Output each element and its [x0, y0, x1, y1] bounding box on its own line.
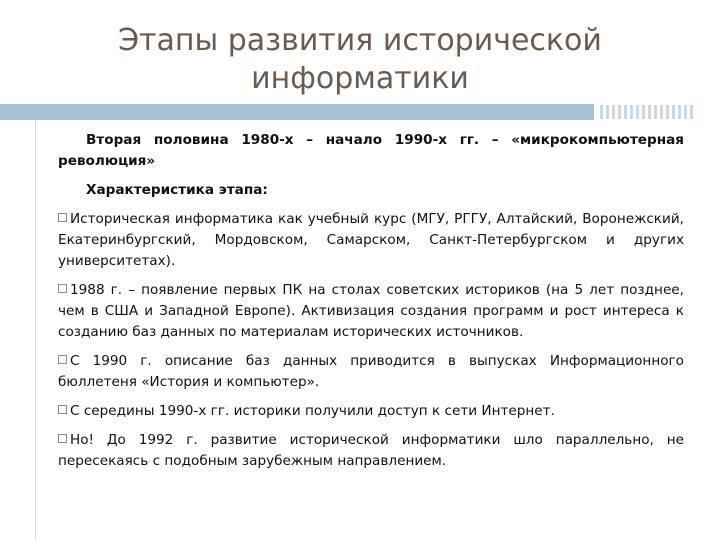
title-underline-tick [672, 105, 675, 119]
title-underline-tick [618, 105, 621, 119]
slide-title: Этапы развития исторической информатики [118, 23, 602, 96]
list-item-text: С 1990 г. описание баз данных приводится в выпусках Информационного бюллетеня «История и компьютер». [58, 353, 684, 390]
title-underline-tick [648, 105, 651, 119]
list-item [58, 280, 684, 343]
left-margin-line [35, 120, 36, 540]
title-underline-bar [0, 104, 720, 120]
title-underline-tick [678, 105, 681, 119]
period-heading-text: Вторая половина 1980-х – начало 1990-х гг. – «микрокомпьютерная революция» [58, 132, 684, 169]
title-underline-tick [684, 105, 687, 119]
square-bullet-icon [58, 355, 67, 364]
title-underline-tick [654, 105, 657, 119]
slide-body [58, 130, 684, 480]
list-item-text: 1988 г. – появление первых ПК на столах советских историков (на 5 лет позднее, чем в США и Западной Европе). Активизация создания программ и рост интереса к созданию баз данных по материалам исторических источников. [58, 282, 684, 340]
period-heading [58, 130, 684, 172]
title-underline-tick [600, 105, 603, 119]
title-underline-tick [630, 105, 633, 119]
title-underline-tick [624, 105, 627, 119]
list-item-text: Но! До 1992 г. развитие исторической информатики шло параллельно, не пересекаясь с подобным зарубежным направлением. [58, 432, 684, 469]
title-underline-tick [612, 105, 615, 119]
title-underline-tick [690, 105, 693, 119]
characteristic-heading [58, 180, 684, 201]
list-item [58, 401, 684, 422]
square-bullet-icon [58, 434, 67, 443]
title-underline-tick [642, 105, 645, 119]
square-bullet-icon [58, 405, 67, 414]
list-item [58, 209, 684, 272]
square-bullet-icon [58, 284, 67, 293]
characteristic-heading-text: Характеристика этапа: [86, 182, 268, 198]
title-underline-tick [636, 105, 639, 119]
title-underline-blue-segment [0, 104, 594, 120]
title-underline-tick [660, 105, 663, 119]
title-underline-tick [606, 105, 609, 119]
list-item [58, 430, 684, 472]
square-bullet-icon [58, 213, 67, 222]
list-item [58, 351, 684, 393]
list-item-text: С середины 1990-х гг. историки получили доступ к сети Интернет. [70, 403, 555, 419]
title-underline-tick [666, 105, 669, 119]
list-item-text: Историческая информатика как учебный курс (МГУ, РГГУ, Алтайский, Воронежский, Екатеринбургский, Мордовском, Самарском, Санкт-Петербургском и других университетах). [58, 211, 684, 269]
